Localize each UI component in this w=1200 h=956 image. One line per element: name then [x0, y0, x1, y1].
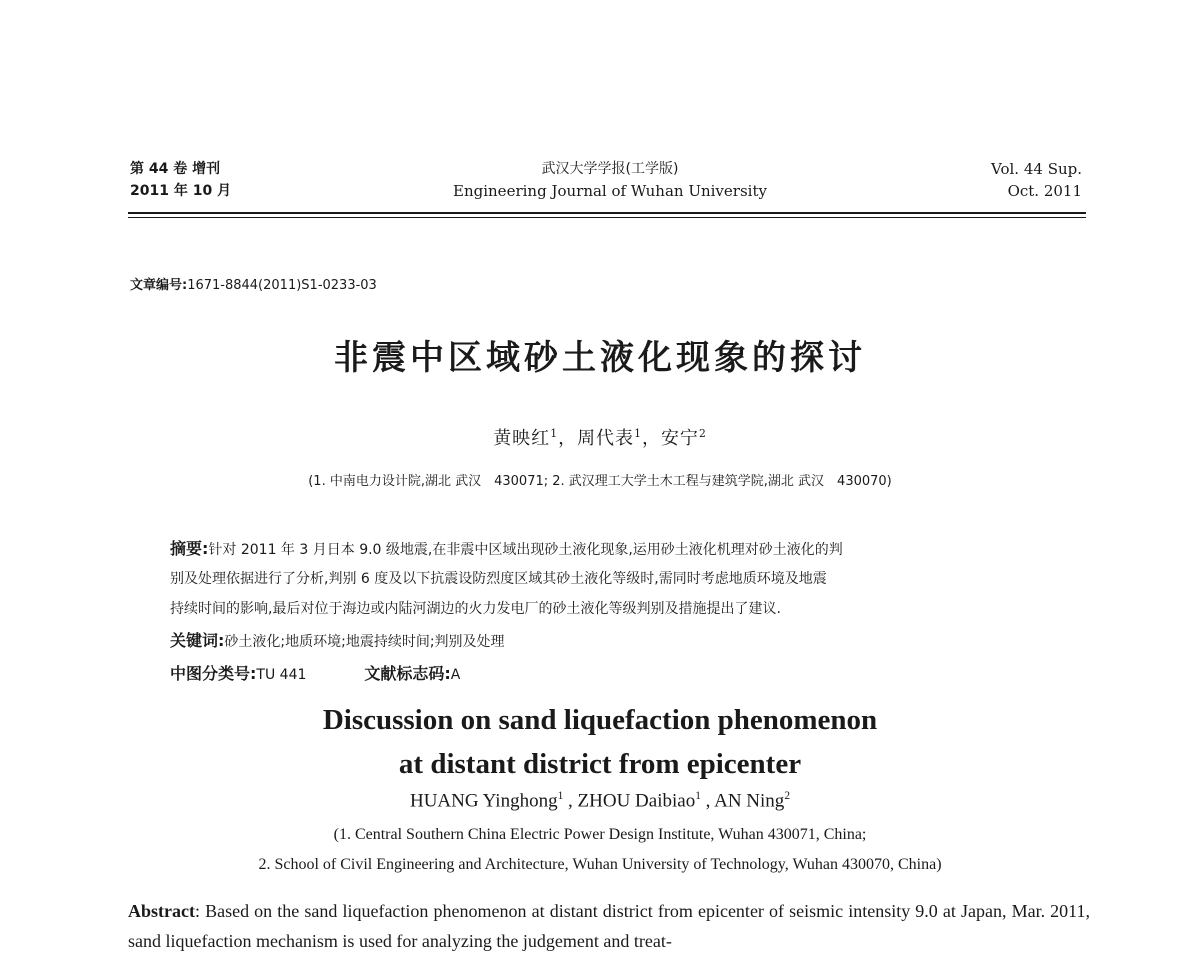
keywords-cn — [170, 628, 505, 651]
issue-volume-en: Vol. 44 Sup. — [991, 160, 1082, 178]
author-cn-1: 黄映红 — [493, 428, 551, 449]
abstract-en — [128, 896, 1090, 956]
issue-volume-cn: 第 44 卷 增刊 — [130, 161, 221, 177]
abstract-cn-line-3: 持续时间的影响,最后对位于海边或内陆河湖边的火力发电厂的砂土液化等级判别及措施提出了建议. — [170, 601, 781, 617]
header-rule-thin — [128, 217, 1086, 218]
classification — [170, 661, 460, 684]
author-cn-2-aff: 1 — [634, 427, 642, 440]
author-cn-2: 周代表 — [577, 428, 635, 449]
abstract-cn-text-1: 针对 2011 年 3 月日本 9.0 级地震,在非震中区域出现砂土液化现象,运用砂土液化机理对砂土液化的判 — [208, 542, 843, 558]
authors-en: HUANG Yinghong$^1$ , ZHOU Daibiao$^1$ , AN Ning$^2$ — [409, 790, 791, 812]
issue-date-cn: 2011 年 10 月 — [130, 183, 232, 199]
authors-cn: 黄映红$^1$，周代表$^1$，安宁$^2$ — [493, 427, 707, 449]
abstract-cn-line-2: 别及处理依据进行了分析,判别 6 度及以下抗震设防烈度区域其砂土液化等级时,需同时考虑地质环境及地震 — [170, 571, 827, 587]
abstract-en-text: Based on the sand liquefaction phenomenon at distant district from epicenter of seismic intensity 9.0 at Japan, Mar. 2011, sand liquefaction mechanism is used for analyzing the judgement and treat- — [128, 901, 1090, 951]
author-en-3: AN Ning — [714, 790, 785, 812]
clc-label: 中图分类号: — [170, 664, 257, 683]
article-number-value: 1671-8844(2011)S1-0233-03 — [187, 278, 377, 293]
journal-issue-en — [991, 158, 1082, 202]
title-en-line-2: at distant district from epicenter — [398, 748, 802, 780]
author-en-1: HUANG Yinghong — [409, 790, 558, 812]
doc-code-value: A — [450, 667, 461, 683]
clc-value: TU 441 — [256, 667, 307, 683]
abstract-en-sep: : — [194, 901, 206, 921]
journal-issue-cn — [130, 158, 231, 202]
abstract-en-label: Abstract — [128, 901, 195, 921]
author-en-2: ZHOU Daibiao — [577, 790, 696, 812]
journal-name-cn: 武汉大学学报(工学版) — [541, 161, 679, 177]
affiliation-cn: (1. 中南电力设计院,湖北 武汉 430071; 2. 武汉理工大学土木工程与建筑学院,湖北 武汉 430070) — [308, 474, 892, 489]
keywords-cn-label: 关键词: — [170, 631, 225, 650]
affiliation-en-line-1: (1. Central Southern China Electric Power Design Institute, Wuhan 430071, China; — [333, 826, 867, 843]
article-number — [130, 274, 377, 293]
title-cn: 非震中区域砂土液化现象的探讨 — [334, 338, 866, 378]
article-number-label: 文章编号: — [130, 278, 188, 293]
abstract-cn-line-1 — [170, 535, 1050, 564]
title-en-line-1: Discussion on sand liquefaction phenomenon — [322, 704, 878, 736]
affiliation-en-line-2: 2. School of Civil Engineering and Architecture, Wuhan University of Technology, Wuhan 430070, China) — [258, 856, 942, 873]
author-cn-3: 安宁 — [660, 428, 699, 449]
doc-code-label: 文献标志码: — [364, 664, 451, 683]
journal-name-en: Engineering Journal of Wuhan University — [453, 182, 767, 200]
author-en-2-aff: 1 — [695, 790, 701, 802]
header-rule-thick — [128, 212, 1086, 214]
author-cn-1-aff: 1 — [550, 427, 559, 440]
keywords-cn-value: 砂土液化;地质环境;地震持续时间;判别及处理 — [224, 634, 505, 650]
journal-name — [400, 158, 820, 202]
abstract-cn-label: 摘要: — [170, 539, 209, 558]
author-cn-3-aff: 2 — [698, 427, 707, 440]
author-en-3-aff: 2 — [784, 790, 791, 802]
issue-date-en: Oct. 2011 — [1007, 182, 1082, 200]
author-en-1-aff: 1 — [557, 790, 564, 802]
